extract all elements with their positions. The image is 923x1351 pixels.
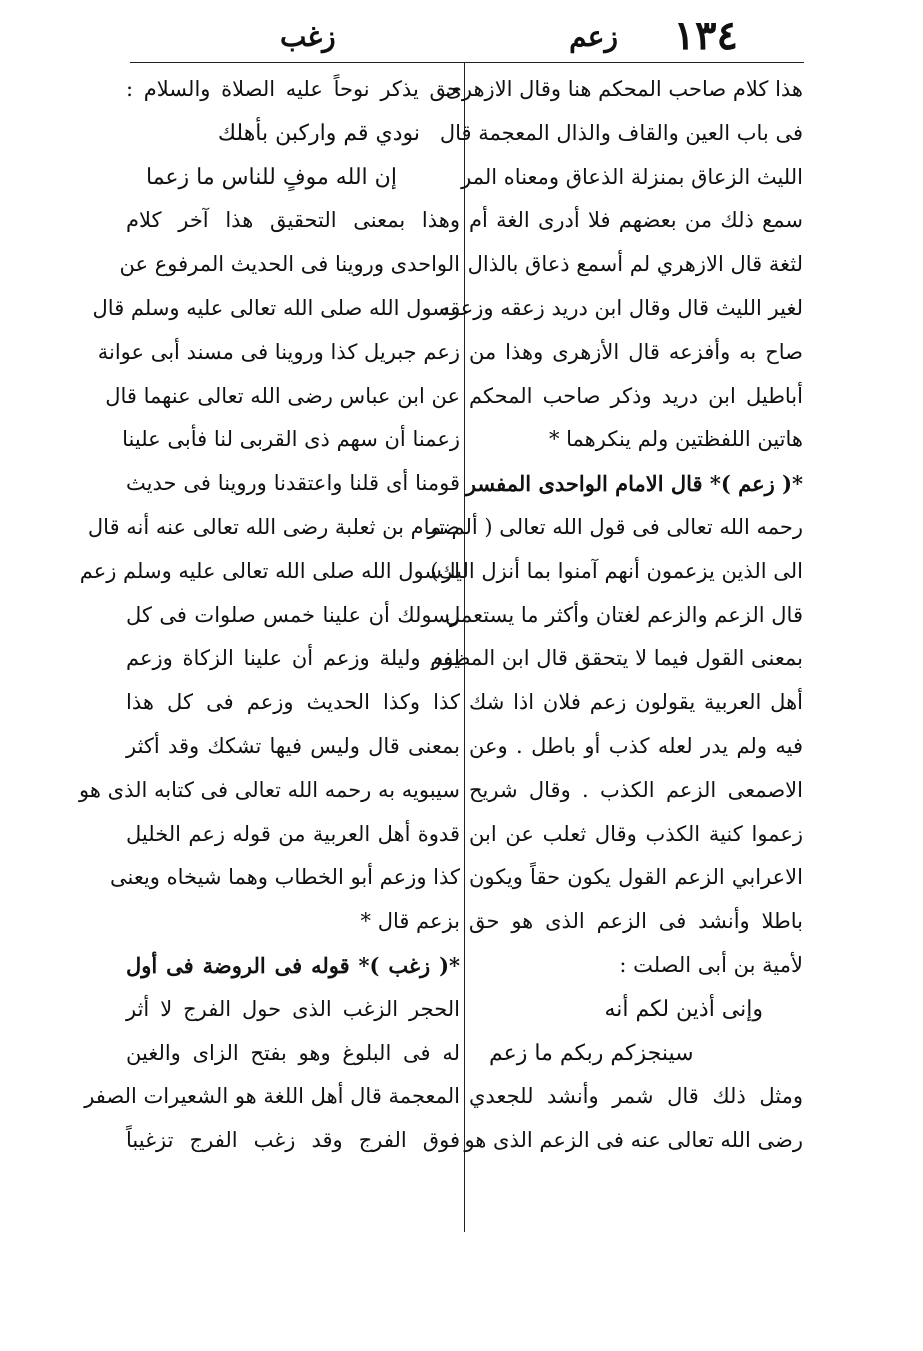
text-line: أباطيل ابن دريد وذكر صاحب المحكم (469, 383, 803, 408)
text-line: رسول الله صلى الله تعالى عليه وسلم قال (92, 295, 460, 320)
text-line: فى باب العين والقاف والذال المعجمة قال (439, 120, 803, 145)
text-line: ومثل ذلك قال شمر وأنشد للجعدي (469, 1084, 803, 1109)
verse-hemistich: إن الله موفٍ للناس ما زعما (146, 164, 397, 190)
entry-heading-zaghab: *( زغب )* قوله فى الروضة فى أول (126, 952, 460, 978)
text-line: رضى الله تعالى عنه فى الزعم الذى هو (464, 1128, 803, 1153)
text-line: وهذا بمعنى التحقيق هذا آخر كلام (126, 208, 460, 233)
text-line: المعجمة قال أهل اللغة هو الشعيرات الصفر (84, 1084, 460, 1109)
text-line: قومنا أى قلنا واعتقدنا وروينا فى حديث (126, 471, 460, 496)
text-line: الواحدى وروينا فى الحديث المرفوع عن (119, 252, 460, 277)
text-line: أهل العربية يقولون زعم فلان اذا شك (469, 690, 803, 715)
text-line: كذا وزعم أبو الخطاب وهما شيخاه ويعنى (109, 865, 460, 890)
text-line: الى الذين يزعمون أنهم آمنوا بما أنزل اليك) (430, 558, 803, 583)
text-line: الحجر الزغب الذى حول الفرج لا أثر (126, 996, 460, 1021)
verse-hemistich: سينجزكم ربكم ما زعم (489, 1040, 694, 1066)
text-line: يوم وليلة وزعم أن علينا الزكاة وزعم (126, 646, 460, 671)
verse-hemistich: نودي قم واركبن بأهلك (217, 120, 420, 146)
text-line: الليث الزعاق بمنزلة الذعاق ومعناه المر (461, 164, 803, 189)
text-line: سيبويه به رحمه الله تعالى فى كتابه الذى هو (79, 777, 460, 802)
verse-hemistich: وإنى أذين لكم أنه (604, 996, 763, 1022)
text-line: رحمه الله تعالى فى قول الله تعالى ( ألم تر (427, 514, 803, 539)
header-rule (130, 62, 804, 63)
text-line: ضمام بن ثعلبة رضى الله تعالى عنه أنه قال (87, 514, 460, 539)
text-line: سمع ذلك من بعضهم فلا أدرى الغة أم (469, 208, 803, 233)
text-line-paragraph-end: هاتين اللفظتين ولم ينكرهما * (548, 427, 803, 452)
text-line: له فى البلوغ وهو بفتح الزاى والغين (126, 1040, 460, 1065)
text-line-paragraph-end: لأمية بن أبى الصلت : (619, 952, 803, 977)
text-line: قدوة أهل العربية من قوله زعم الخليل (126, 821, 460, 846)
left-text-column (79, 68, 460, 1163)
right-column-heading: زعم (569, 20, 618, 53)
text-line: زعمنا أن سهم ذى القربى لنا فأبى علينا (122, 427, 460, 452)
text-line: هذا كلام صاحب المحكم هنا وقال الازهرى (445, 77, 803, 101)
text-line: قال الزعم والزعم لغتان وأكثر ما يستعمل (445, 602, 803, 627)
text-line: فوق الفرج وقد زغب الفرج تزغيباً (126, 1128, 460, 1153)
text-line: لثغة قال الازهري لم أسمع ذعاق بالذال (467, 252, 803, 277)
text-line: الاعرابي الزعم القول يكون حقاً ويكون (469, 865, 803, 890)
text-line: بمعنى قال وليس فيها تشكك وقد أكثر (126, 733, 460, 758)
text-line: بمعنى القول فيما لا يتحقق قال ابن المظفر (431, 646, 803, 671)
text-line-paragraph-end: بزعم قال * (360, 909, 460, 934)
right-text-column (427, 68, 803, 1163)
text-line: الاصمعى الزعم الكذب . وقال شريح (469, 777, 803, 802)
text-line: رسولك أن علينا خمس صلوات فى كل (126, 602, 460, 627)
text-line: زعموا كنية الكذب وقال ثعلب عن ابن (469, 821, 803, 846)
text-line: زعم جبريل كذا وروينا فى مسند أبى عوانة (97, 339, 460, 364)
text-line: عن ابن عباس رضى الله تعالى عنهما قال (105, 383, 460, 408)
text-line: لرسول الله صلى الله تعالى عليه وسلم زعم (79, 558, 460, 583)
left-column-heading: زغب (280, 20, 336, 53)
text-line: لغير الليث قال وقال ابن دريد زعقه وزعقه (438, 295, 803, 320)
text-line: فيه ولم يدر لعله كذب أو باطل . وعن (469, 733, 803, 758)
entry-heading-zaam: *( زعم )* قال الامام الواحدى المفسر (465, 471, 803, 497)
text-line: صاح به وأفزعه قال الأزهرى وهذا من (469, 339, 803, 364)
text-line: باطلا وأنشد فى الزعم الذى هو حق (469, 909, 803, 934)
text-line: حق يذكر نوحاً عليه الصلاة والسلام : (126, 77, 460, 101)
page-number: ١٣٤ (673, 12, 738, 59)
text-line: كذا وكذا الحديث وزعم فى كل هذا (126, 690, 460, 715)
page-header (0, 0, 923, 60)
